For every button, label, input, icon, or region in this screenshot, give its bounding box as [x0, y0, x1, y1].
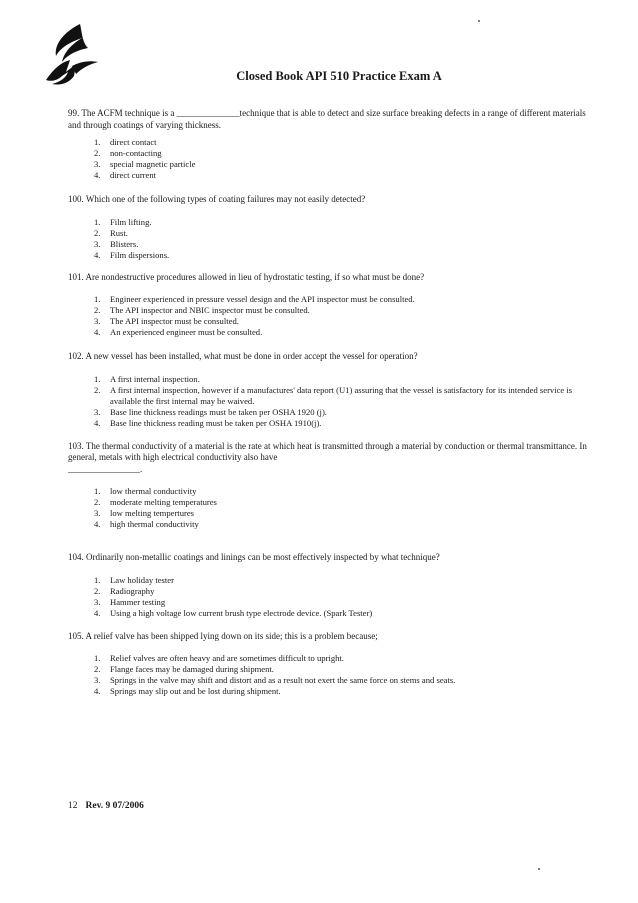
- option-text: Film lifting.: [110, 216, 152, 227]
- option-text: Relief valves are often heavy and are sometimes difficult to upright.: [110, 653, 344, 663]
- option-text: low melting tempertures: [110, 508, 195, 518]
- option-number: 2.: [94, 585, 101, 596]
- answer-options: [68, 217, 588, 261]
- page-title: Closed Book API 510 Practice Exam A: [236, 69, 442, 83]
- answer-option: [94, 217, 588, 228]
- question-105: [68, 631, 588, 698]
- option-number: 4.: [94, 327, 101, 337]
- option-number: 3.: [94, 596, 101, 607]
- page-footer: [68, 801, 144, 811]
- answer-option: [94, 294, 588, 305]
- option-text: The API inspector must be consulted.: [110, 316, 239, 326]
- answer-options: [68, 575, 588, 619]
- answer-option: [94, 385, 588, 407]
- answer-option: [94, 575, 588, 586]
- option-text: A first internal inspection.: [110, 373, 200, 384]
- answer-option: [94, 316, 588, 327]
- answer-option: [94, 159, 588, 170]
- answer-blank: ________________.: [68, 463, 143, 474]
- option-number: 4.: [94, 519, 101, 529]
- answer-option: [94, 374, 588, 385]
- option-text: direct current: [110, 170, 157, 180]
- option-number: 1.: [94, 294, 101, 304]
- option-number: 1.: [94, 216, 101, 227]
- answer-options: [68, 486, 588, 530]
- option-number: 4.: [94, 249, 101, 260]
- answer-option: [94, 239, 588, 250]
- option-number: 3.: [94, 508, 101, 518]
- option-text: special magnetic particle: [110, 159, 196, 169]
- option-number: 1.: [94, 653, 101, 663]
- option-text: Rust.: [110, 227, 128, 238]
- option-text: Springs in the valve may shift and distort and as a result not exert the same force on stems and seats.: [110, 675, 456, 685]
- option-number: 3.: [94, 238, 101, 249]
- answer-option: [94, 519, 588, 530]
- option-number: 4.: [94, 417, 101, 428]
- option-number: 4.: [94, 607, 101, 618]
- option-text: An experienced engineer must be consulted.: [110, 327, 263, 337]
- answer-option: [94, 170, 588, 181]
- option-number: 1.: [94, 574, 101, 585]
- option-text: high thermal conductivity: [110, 519, 199, 529]
- answer-option: [94, 418, 588, 429]
- option-text: non-contacting: [110, 148, 162, 158]
- answer-option: [94, 508, 588, 519]
- option-text: Base line thickness reading must be taken per OSHA 1910(j).: [110, 417, 322, 428]
- answer-option: [94, 137, 588, 148]
- scan-speck: [538, 868, 540, 870]
- answer-options: [68, 374, 588, 429]
- questions-section: [68, 108, 588, 697]
- option-text: Radiography: [110, 585, 155, 596]
- question-text: 102. A new vessel has been installed, what must be done in order accept the vessel for operation?: [68, 351, 418, 361]
- question-text: 99. The ACFM technique is a ______________technique that is able to detect and size surface breaking defects in a range of different materials and through coatings of varying thickness.: [68, 108, 586, 130]
- question-99: [68, 108, 588, 181]
- answer-option: [94, 608, 588, 619]
- option-number: 1.: [94, 137, 101, 147]
- answer-option: [94, 228, 588, 239]
- question-102: [68, 351, 588, 429]
- option-text: Film dispersions.: [110, 249, 170, 260]
- option-number: 2.: [94, 664, 101, 674]
- option-number: 2.: [94, 384, 101, 395]
- option-text: Flange faces may be damaged during shipment.: [110, 664, 274, 674]
- option-text: Springs may slip out and be lost during shipment.: [110, 686, 281, 696]
- answer-option: [94, 497, 588, 508]
- question-103: [68, 441, 588, 531]
- option-number: 1.: [94, 486, 101, 496]
- option-number: 3.: [94, 675, 101, 685]
- option-number: 2.: [94, 305, 101, 315]
- answer-option: [94, 597, 588, 608]
- answer-option: [94, 686, 588, 697]
- scan-speck: [478, 20, 480, 22]
- option-number: 2.: [94, 148, 101, 158]
- option-text: Base line thickness readings must be taken per OSHA 1920 (j).: [110, 406, 327, 417]
- answer-option: [94, 407, 588, 418]
- option-number: 2.: [94, 497, 101, 507]
- option-number: 3.: [94, 316, 101, 326]
- option-number: 3.: [94, 159, 101, 169]
- option-text: Engineer experienced in pressure vessel design and the API inspector must be consulted.: [110, 294, 415, 304]
- question-104: [68, 552, 588, 619]
- option-text: low thermal conductivity: [110, 486, 197, 496]
- question-100: [68, 194, 588, 261]
- answer-option: [94, 586, 588, 597]
- option-text: The API inspector and NBIC inspector must be consulted.: [110, 305, 310, 315]
- answer-options: [68, 294, 588, 338]
- question-text: 104. Ordinarily non-metallic coatings and linings can be most effectively inspected by what technique?: [68, 552, 440, 562]
- question-text: 105. A relief valve has been shipped lying down on its side; this is a problem because;: [68, 630, 378, 641]
- answer-option: [94, 327, 588, 338]
- answer-option: [94, 305, 588, 316]
- option-number: 3.: [94, 406, 101, 417]
- answer-options: [68, 137, 588, 181]
- question-text: 103. The thermal conductivity of a material is the rate at which heat is transmitted through a material by conduction or thermal transmittance. In general, metals with high electrical conductivity also have: [68, 440, 587, 462]
- answer-option: [94, 486, 588, 497]
- answer-option: [94, 675, 588, 686]
- answer-option: [94, 250, 588, 261]
- question-101: [68, 272, 588, 339]
- option-number: 4.: [94, 170, 101, 180]
- option-text: direct contact: [110, 137, 157, 147]
- answer-option: [94, 653, 588, 664]
- revision-label: Rev. 9 07/2006: [85, 801, 144, 811]
- question-text: 100. Which one of the following types of coating failures may not easily detected?: [68, 194, 366, 204]
- option-number: 4.: [94, 686, 101, 696]
- answer-option: [94, 664, 588, 675]
- answer-options: [68, 653, 588, 697]
- option-number: 2.: [94, 227, 101, 238]
- option-number: 1.: [94, 373, 101, 384]
- option-text: A first internal inspection, however if a manufactures' data report (U1) assuring that the vessel is satisfactory for its intended service is available the first internal may be waived.: [110, 384, 573, 406]
- option-text: moderate melting temperatures: [110, 497, 217, 507]
- question-text: 101. Are nondestructive procedures allowed in lieu of hydrostatic testing, if so what must be done?: [68, 271, 425, 282]
- option-text: Blisters.: [110, 238, 139, 249]
- option-text: Law holiday tester: [110, 574, 174, 585]
- page-number: 12: [68, 801, 78, 811]
- answer-option: [94, 148, 588, 159]
- option-text: Hammer testing: [110, 596, 166, 607]
- option-text: Using a high voltage low current brush type electrode device. (Spark Tester): [110, 607, 373, 618]
